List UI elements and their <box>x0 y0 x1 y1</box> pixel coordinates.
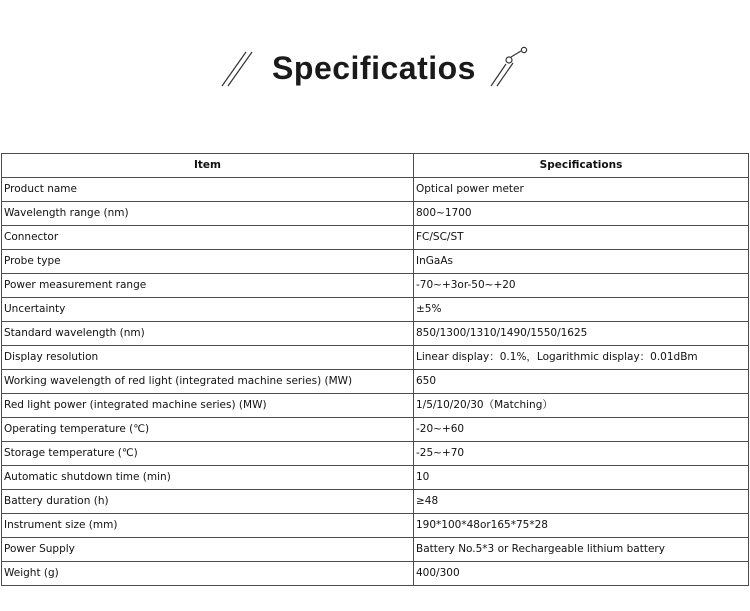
table-row <box>2 466 749 490</box>
table-row <box>2 226 749 250</box>
table-row <box>2 298 749 322</box>
item-cell: Connector <box>2 226 414 250</box>
table-row <box>2 490 749 514</box>
item-cell: Working wavelength of red light (integrated machine series) (MW) <box>2 370 414 394</box>
column-header-specifications: Specifications <box>414 154 749 178</box>
specification-cell: -20~+60 <box>414 418 749 442</box>
specification-cell: FC/SC/ST <box>414 226 749 250</box>
item-cell: Battery duration (h) <box>2 490 414 514</box>
item-cell: Power measurement range <box>2 274 414 298</box>
specification-cell: -25~+70 <box>414 442 749 466</box>
specification-cell: Optical power meter <box>414 178 749 202</box>
specification-cell: ±5% <box>414 298 749 322</box>
table-header-row <box>2 154 749 178</box>
table-row <box>2 250 749 274</box>
table-row <box>2 418 749 442</box>
table-row <box>2 202 749 226</box>
item-cell: Instrument size (mm) <box>2 514 414 538</box>
item-cell: Display resolution <box>2 346 414 370</box>
item-cell: Product name <box>2 178 414 202</box>
specification-cell: 190*100*48or165*75*28 <box>414 514 749 538</box>
slash-circles-icon <box>487 46 531 90</box>
table-row <box>2 514 749 538</box>
item-cell: Uncertainty <box>2 298 414 322</box>
item-cell: Wavelength range (nm) <box>2 202 414 226</box>
table-row <box>2 370 749 394</box>
item-cell: Standard wavelength (nm) <box>2 322 414 346</box>
item-cell: Operating temperature (℃) <box>2 418 414 442</box>
table-row <box>2 322 749 346</box>
item-cell: Probe type <box>2 250 414 274</box>
item-cell: Storage temperature (℃) <box>2 442 414 466</box>
table-row <box>2 442 749 466</box>
item-cell: Automatic shutdown time (min) <box>2 466 414 490</box>
specification-cell: 1/5/10/20/30（Matching） <box>414 394 749 418</box>
table-row <box>2 538 749 562</box>
specification-cell: -70~+3or-50~+20 <box>414 274 749 298</box>
specification-cell: 10 <box>414 466 749 490</box>
title-banner <box>0 40 750 96</box>
specification-cell: 400/300 <box>414 562 749 586</box>
page-title: Specificatios <box>272 50 476 86</box>
specification-cell: 800~1700 <box>414 202 749 226</box>
table-body <box>2 178 749 586</box>
item-cell: Red light power (integrated machine series) (MW) <box>2 394 414 418</box>
table-row <box>2 178 749 202</box>
table-row <box>2 562 749 586</box>
column-header-item: Item <box>2 154 414 178</box>
table-row <box>2 346 749 370</box>
specification-cell: Linear display：0.1%，Logarithmic display：0.01dBm <box>414 346 749 370</box>
double-slash-icon <box>218 46 258 90</box>
specifications-table <box>1 153 749 586</box>
specification-cell: ≥48 <box>414 490 749 514</box>
table-row <box>2 394 749 418</box>
item-cell: Weight (g) <box>2 562 414 586</box>
table-row <box>2 274 749 298</box>
item-cell: Power Supply <box>2 538 414 562</box>
specification-cell: 650 <box>414 370 749 394</box>
specification-cell: Battery No.5*3 or Rechargeable lithium battery <box>414 538 749 562</box>
specification-cell: 850/1300/1310/1490/1550/1625 <box>414 322 749 346</box>
specification-cell: InGaAs <box>414 250 749 274</box>
